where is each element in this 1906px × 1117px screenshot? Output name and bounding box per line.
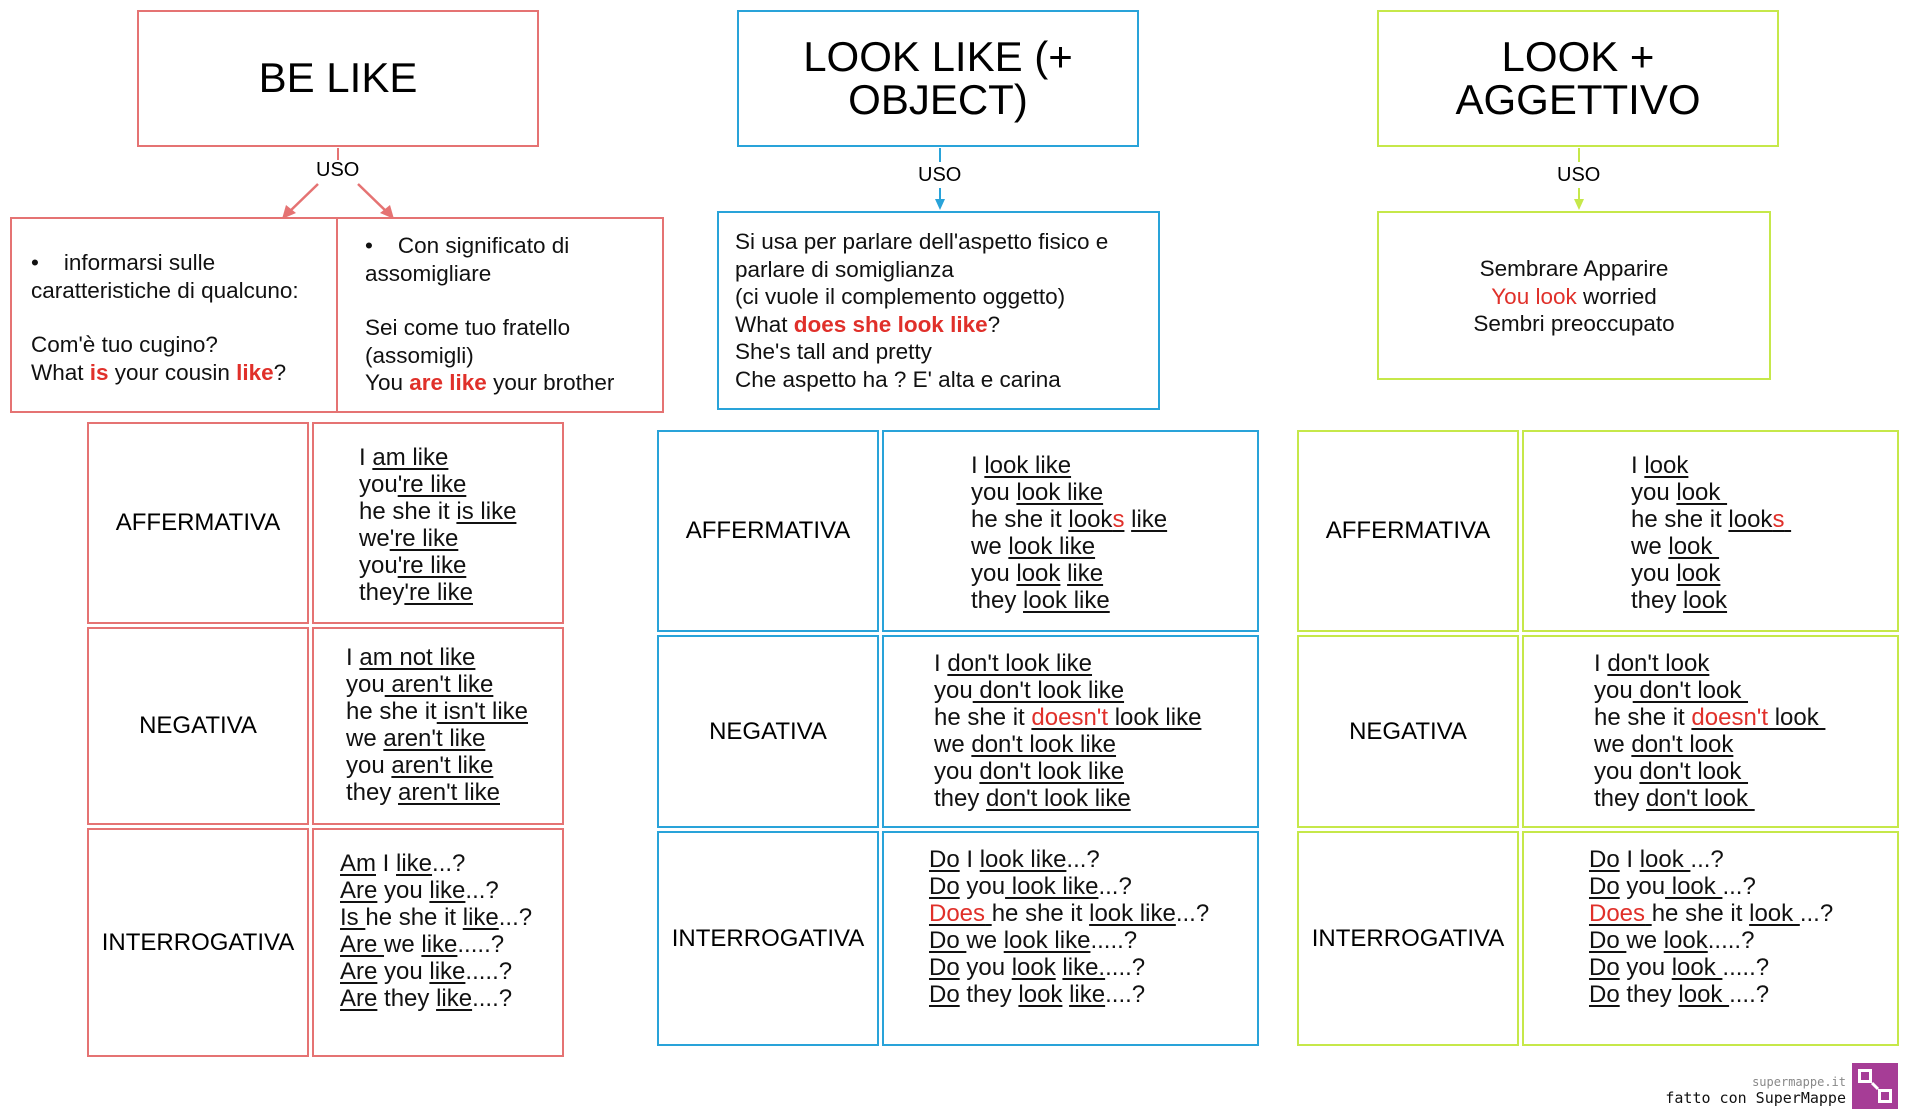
uso-label: USO [918,164,962,186]
desc-line: Sembri preoccupato [1473,311,1675,336]
look-aggettivo-desc [1377,211,1771,380]
interrogativa-label: INTERROGATIVA [657,831,879,1046]
look-like-affermativa: I look like you look like he she it looks like we look like you look like they look like [882,430,1259,632]
negativa-label: NEGATIVA [87,627,309,825]
be-like-title-text: BE LIKE [258,54,418,102]
be-like-desc-left [10,217,338,413]
desc-question: What does she look like? [735,311,1001,337]
uso-label: USO [316,159,360,181]
be-like-desc-right [336,217,664,413]
negativa-label: NEGATIVA [657,635,879,828]
supermappe-logo-icon [1852,1063,1898,1109]
interrogativa-label: INTERROGATIVA [87,828,309,1057]
be-like-interrogativa: Am I like...? Are you like...? Is he she it like...? Are we like.....? Are you like.....? Are they like....? [312,828,564,1057]
look-like-interrogativa: Do I look like...? Do you look like...? Does he she it look like...? Do we look like.....? Do you look like.....? Do they look like....? [882,831,1259,1046]
desc-line: Sei come tuo fratello [365,315,571,340]
desc-line: She's tall and pretty [735,339,932,364]
footer-credit [1665,1075,1846,1107]
look-aggettivo-title [1377,10,1779,147]
desc-line: Che aspetto ha ? E' alta e carina [735,366,1061,392]
affermativa-label: AFFERMATIVA [87,422,309,624]
be-like-title [137,10,539,147]
desc-line: • Con significato di [365,233,570,258]
look-aggettivo-negativa: I don't look you don't look he she it doesn't look we don't look you don't look they don't look [1522,635,1899,828]
affermativa-label: AFFERMATIVA [1297,430,1519,632]
footer-site[interactable]: supermappe.it [1752,1075,1846,1089]
look-like-title-text: LOOK LIKE (+ OBJECT) [803,32,1073,123]
footer-made: fatto con SuperMappe [1665,1089,1846,1107]
be-like-affermativa: I am like you're like he she it is like we're like you're like they're like [312,422,564,624]
desc-line: Si usa per parlare dell'aspetto fisico e [735,229,1109,254]
interrogativa-label: INTERROGATIVA [1297,831,1519,1046]
desc-line: (assomigli) [365,342,474,368]
look-like-desc [717,211,1160,410]
desc-line: • informarsi sulle [31,250,216,275]
desc-line: assomigliare [365,260,492,286]
look-like-negativa: I don't look like you don't look like he she it doesn't look like we don't look like you don't look like they don't look like [882,635,1259,828]
desc-line: parlare di somiglianza [735,256,954,282]
affermativa-label: AFFERMATIVA [657,430,879,632]
desc-question: What is your cousin like? [31,359,287,385]
look-aggettivo-interrogativa: Do I look ...? Do you look ...? Does he she it look ...? Do we look.....? Do you look .....? Do they look ....? [1522,831,1899,1046]
desc-line: Com'è tuo cugino? [31,332,218,357]
look-aggettivo-affermativa: I look you look he she it looks we look you look they look [1522,430,1899,632]
be-like-negativa: I am not like you aren't like he she it isn't like we aren't like you aren't like they aren't like [312,627,564,825]
desc-line: (ci vuole il complemento oggetto) [735,284,1066,309]
negativa-label: NEGATIVA [1297,635,1519,828]
desc-sentence: You are like your brother [365,370,615,395]
look-aggettivo-title-text: LOOK + AGGETTIVO [1455,32,1701,123]
look-like-title [737,10,1139,147]
desc-line: caratteristiche di qualcuno: [31,277,299,303]
desc-line: Sembrare Apparire [1479,256,1669,281]
uso-label: USO [1557,164,1601,186]
desc-example: You look worried [1491,283,1657,309]
